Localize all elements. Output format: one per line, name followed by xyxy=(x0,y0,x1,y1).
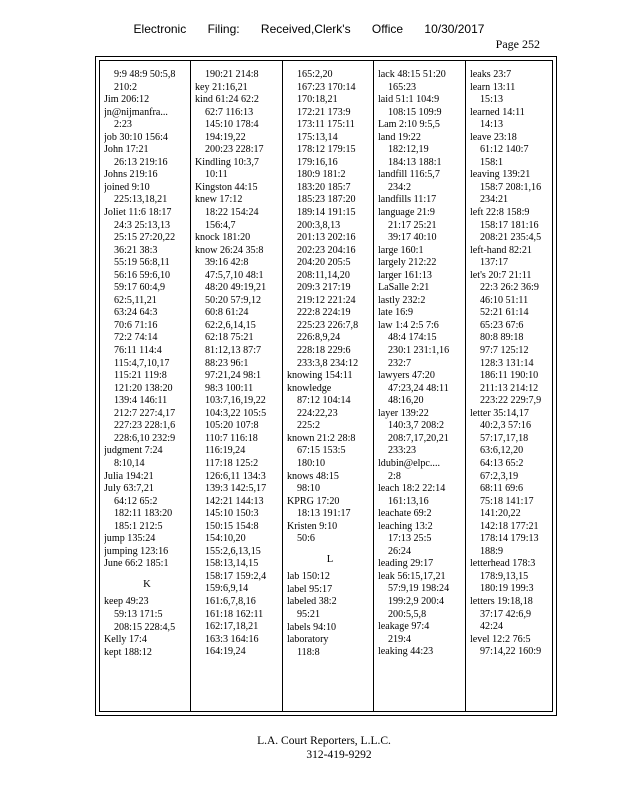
index-entry: 39:17 40:10 xyxy=(388,232,437,244)
index-entry: 110:7 116:18 xyxy=(205,432,258,444)
index-entry: kept 188:12 xyxy=(104,646,152,658)
index-entry: 25:15 27:20,22 xyxy=(114,232,176,244)
index-entry: 117:18 125:2 xyxy=(205,457,259,469)
index-entry: jumping 123:16 xyxy=(104,545,169,557)
index-entry: knowledge xyxy=(287,382,332,394)
index-entry: 81:12,13 87:7 xyxy=(205,345,262,357)
index-entry: 180:10 xyxy=(297,457,326,469)
index-entry: 158:1 xyxy=(480,156,503,168)
index-entry: 115:4,7,10,17 xyxy=(114,357,170,369)
index-entry: 142:21 144:13 xyxy=(205,495,264,507)
index-entry: 64:12 65:2 xyxy=(114,495,158,507)
index-entry: 190:21 214:8 xyxy=(205,69,259,80)
index-column-1 xyxy=(104,69,190,707)
index-entry: 88:23 96:1 xyxy=(205,357,249,369)
index-entry: 128:3 131:14 xyxy=(480,357,534,369)
index-entry: left-hand 82:21 xyxy=(470,244,532,256)
index-entry: 62:5,11,21 xyxy=(114,294,157,306)
index-entry: 150:15 154:8 xyxy=(205,520,259,532)
index-entry: 61:12 140:7 xyxy=(480,144,529,156)
index-entry: 159:6,9,14 xyxy=(205,583,249,595)
index-entry: 225:23 226:7,8 xyxy=(297,319,359,331)
index-entry: 185:1 212:5 xyxy=(114,520,163,532)
index-entry: 39:16 42:8 xyxy=(205,257,249,269)
index-entry: 158:17 181:16 xyxy=(480,219,539,231)
index-entry: late 16:9 xyxy=(378,307,414,319)
index-entry: 48:20 49:19,21 xyxy=(205,282,267,294)
index-entry: 95:21 xyxy=(297,608,320,620)
index-entry: 189:14 191:15 xyxy=(297,207,356,219)
index-entry: 172:21 173:9 xyxy=(297,106,351,118)
index-entry: 118:8 xyxy=(297,646,320,658)
header-received: Received,Clerk's xyxy=(260,22,351,36)
index-entry: 50:6 xyxy=(297,533,315,545)
index-entry: 183:20 185:7 xyxy=(297,181,351,193)
index-entry: joined 9:10 xyxy=(104,181,150,193)
index-entry: 105:20 107:8 xyxy=(205,420,259,432)
index-entry: 155:2,6,13,15 xyxy=(205,545,261,557)
index-entry: kind 61:24 62:2 xyxy=(195,94,259,106)
header-filing: Filing: xyxy=(207,22,240,36)
index-entry: leakage 97:4 xyxy=(378,621,430,633)
index-entry: leaking 44:23 xyxy=(378,646,434,658)
index-entry: jn@nijmanfra... xyxy=(104,106,168,118)
column-divider xyxy=(190,61,191,711)
index-entry: 64:13 65:2 xyxy=(480,457,524,469)
index-entry: leaving 139:21 xyxy=(470,169,531,181)
index-entry: 178:9,13,15 xyxy=(480,570,529,582)
index-entry: 67:15 153:5 xyxy=(297,445,346,457)
index-entry: LaSalle 2:21 xyxy=(378,282,430,294)
index-entry: 22:3 26:2 36:9 xyxy=(480,282,539,294)
index-entry: 158:13,14,15 xyxy=(205,558,259,570)
index-entry: landfills 11:17 xyxy=(378,194,437,206)
index-entry: 2:23 xyxy=(114,119,132,131)
index-entry: level 12:2 76:5 xyxy=(470,633,531,645)
index-entry: June 66:2 185:1 xyxy=(104,558,169,570)
index-entry: 204:20 205:5 xyxy=(297,257,351,269)
index-entry: 208:7,17,20,21 xyxy=(388,432,449,444)
index-entry: knock 181:20 xyxy=(195,232,251,244)
index-entry: 139:4 146:11 xyxy=(114,395,168,407)
index-entry: 199:2,9 200:4 xyxy=(388,595,445,607)
header-date: 10/30/2017 xyxy=(424,22,485,36)
index-entry: left 22:8 158:9 xyxy=(470,207,530,219)
index-entry: 161:18 162:11 xyxy=(205,608,264,620)
index-entry: 37:17 42:6,9 xyxy=(480,608,532,620)
index-entry: 18:22 154:24 xyxy=(205,207,259,219)
index-entry: 234:21 xyxy=(480,194,509,206)
index-entry: 59:13 171:5 xyxy=(114,608,163,620)
index-entry: 76:11 114:4 xyxy=(114,345,162,357)
index-entry: 62:7 116:13 xyxy=(205,106,254,118)
index-entry: 80:8 89:18 xyxy=(480,332,524,344)
index-entry: 170:18,21 xyxy=(297,94,338,106)
index-entry: 68:11 69:6 xyxy=(480,483,524,495)
index-entry: 182:11 183:20 xyxy=(114,508,173,520)
index-entry: 26:24 xyxy=(388,545,411,557)
index-entry: Kindling 10:3,7 xyxy=(195,156,259,168)
index-entry: Kristen 9:10 xyxy=(287,520,338,532)
index-entry: 15:13 xyxy=(480,94,503,106)
column-divider xyxy=(465,61,466,711)
index-entry: 63:6,12,20 xyxy=(480,445,524,457)
index-entry: 179:16,16 xyxy=(297,156,338,168)
index-entry: 228:6,10 232:9 xyxy=(114,432,176,444)
index-entry: 167:23 170:14 xyxy=(297,81,356,93)
footer-phone: 312-419-9292 xyxy=(306,749,372,761)
index-frame xyxy=(95,56,557,716)
index-entry: 10:11 xyxy=(205,169,228,181)
index-entry: 145:10 150:3 xyxy=(205,508,259,520)
index-entry: landfill 116:5,7 xyxy=(378,169,440,181)
index-entry: Joliet 11:6 18:17 xyxy=(104,207,172,219)
index-entry: 200:5,5,8 xyxy=(388,608,427,620)
index-entry: let's 20:7 21:11 xyxy=(470,269,532,281)
index-entry: 233:3,8 234:12 xyxy=(297,357,359,369)
index-entry: John 17:21 xyxy=(104,144,149,156)
index-entry: 115:21 119:8 xyxy=(114,370,167,382)
index-entry: leaching 13:2 xyxy=(378,520,433,532)
index-entry: knowing 154:11 xyxy=(287,370,353,382)
index-entry: lab 150:12 xyxy=(287,571,330,583)
index-entry: 40:2,3 57:16 xyxy=(480,420,532,432)
index-letter-heading: L xyxy=(326,553,334,565)
column-divider xyxy=(373,61,374,711)
index-entry: 103:7,16,19,22 xyxy=(205,395,266,407)
index-entry: 60:8 61:24 xyxy=(205,307,249,319)
index-entry: letter 35:14,17 xyxy=(470,407,529,419)
index-entry: 224:22,23 xyxy=(297,407,338,419)
index-entry: Lam 2:10 9:5,5 xyxy=(378,119,440,131)
index-entry: 72:2 74:14 xyxy=(114,332,158,344)
index-entry: 42:24 xyxy=(480,621,503,633)
index-entry: 200:3,8,13 xyxy=(297,219,341,231)
index-entry: 163:3 164:16 xyxy=(205,633,259,645)
index-entry: 162:17,18,21 xyxy=(205,621,259,633)
index-entry: key 21:16,21 xyxy=(195,81,248,93)
index-entry: 185:23 187:20 xyxy=(297,194,356,206)
index-entry: 223:22 229:7,9 xyxy=(480,395,542,407)
index-entry: layer 139:22 xyxy=(378,407,429,419)
header-source: Electronic xyxy=(133,22,187,36)
index-entry: 98:3 100:11 xyxy=(205,382,254,394)
index-entry: 87:12 104:14 xyxy=(297,395,351,407)
index-entry: 202:23 204:16 xyxy=(297,244,356,256)
index-entry: labels 94:10 xyxy=(287,621,337,633)
index-entry: Jim 206:12 xyxy=(104,94,150,106)
index-column-3 xyxy=(287,69,373,707)
index-entry: 161:6,7,8,16 xyxy=(205,595,256,607)
index-entry: larger 161:13 xyxy=(378,269,432,281)
index-entry: 46:10 51:11 xyxy=(480,294,529,306)
index-entry: 9:9 48:9 50:5,8 xyxy=(114,69,176,80)
index-entry: 175:13,14 xyxy=(297,131,338,143)
index-entry: lawyers 47:20 xyxy=(378,370,435,382)
index-entry: letterhead 178:3 xyxy=(470,558,536,570)
index-entry: label 95:17 xyxy=(287,583,333,595)
index-entry: 141:20,22 xyxy=(480,508,521,520)
index-entry: 208:15 228:4,5 xyxy=(114,621,176,633)
index-entry: 165:23 xyxy=(388,81,417,93)
index-column-2 xyxy=(195,69,281,707)
index-entry: 180:19 199:3 xyxy=(480,583,534,595)
index-entry: 158:7 208:1,16 xyxy=(480,181,542,193)
index-entry: 126:6,11 134:3 xyxy=(205,470,266,482)
index-entry: leach 18:2 22:14 xyxy=(378,483,446,495)
index-entry: 156:4,7 xyxy=(205,219,236,231)
index-entry: 180:9 181:2 xyxy=(297,169,346,181)
index-entry: 47:23,24 48:11 xyxy=(388,382,449,394)
page-number: Page 252 xyxy=(495,37,540,51)
index-entry: 63:24 64:3 xyxy=(114,307,158,319)
index-entry: 75:18 141:17 xyxy=(480,495,534,507)
index-entry: 225:2 xyxy=(297,420,320,432)
index-entry: 47:5,7,10 48:1 xyxy=(205,269,264,281)
index-entry: 52:21 61:14 xyxy=(480,307,529,319)
index-entry: large 160:1 xyxy=(378,244,424,256)
index-entry: 188:9 xyxy=(480,545,503,557)
index-entry: 233:23 xyxy=(388,445,417,457)
index-entry: 140:3,7 208:2 xyxy=(388,420,445,432)
index-entry: 161:13,16 xyxy=(388,495,429,507)
index-entry: 57:17,17,18 xyxy=(480,432,529,444)
index-entry: 57:9,19 198:24 xyxy=(388,583,450,595)
footer-company: L.A. Court Reporters, L.L.C. xyxy=(257,735,391,747)
index-entry: 62:2,6,14,15 xyxy=(205,319,256,331)
index-entry: 139:3 142:5,17 xyxy=(205,483,267,495)
index-entry: 14:13 xyxy=(480,119,503,131)
index-entry: 48:4 174:15 xyxy=(388,332,437,344)
index-entry: 50:20 57:9,12 xyxy=(205,294,262,306)
index-entry: 8:10,14 xyxy=(114,457,145,469)
index-entry: 36:21 38:3 xyxy=(114,244,158,256)
index-entry: ldubin@elpc.... xyxy=(378,457,440,469)
index-entry: labeled 38:2 xyxy=(287,596,337,608)
index-entry: leading 29:17 xyxy=(378,558,434,570)
index-entry: 104:3,22 105:5 xyxy=(205,407,267,419)
index-entry: language 21:9 xyxy=(378,207,435,219)
index-entry: 209:3 217:19 xyxy=(297,282,351,294)
column-divider xyxy=(282,61,283,711)
header-office: Office xyxy=(371,22,404,36)
index-entry: law 1:4 2:5 7:6 xyxy=(378,319,439,331)
index-entry: 97:21,24 98:1 xyxy=(205,370,262,382)
index-letter-heading: K xyxy=(143,578,151,590)
index-entry: KPRG 17:20 xyxy=(287,495,340,507)
index-entry: laboratory xyxy=(287,634,329,646)
index-entry: 165:2,20 xyxy=(297,69,333,80)
index-entry: lack 48:15 51:20 xyxy=(378,69,446,80)
index-entry: 210:2 xyxy=(114,81,137,93)
index-entry: 173:11 175:11 xyxy=(297,119,355,131)
index-entry: leave 23:18 xyxy=(470,131,517,143)
index-entry: 219:4 xyxy=(388,633,411,645)
index-column-4 xyxy=(378,69,464,707)
index-entry: 178:14 179:13 xyxy=(480,533,539,545)
index-entry: 228:18 229:6 xyxy=(297,345,351,357)
index-entry: leak 56:15,17,21 xyxy=(378,570,446,582)
index-entry: 56:16 59:6,10 xyxy=(114,269,171,281)
index-entry: 178:12 179:15 xyxy=(297,144,356,156)
index-entry: Kelly 17:4 xyxy=(104,634,147,646)
footer xyxy=(0,734,618,762)
index-entry: learn 13:11 xyxy=(470,81,516,93)
index-entry: 142:18 177:21 xyxy=(480,520,539,532)
index-entry: largely 212:22 xyxy=(378,257,437,269)
index-entry: 121:20 138:20 xyxy=(114,382,173,394)
index-entry: known 21:2 28:8 xyxy=(287,432,356,444)
index-entry: Johns 219:16 xyxy=(104,169,158,181)
index-entry: 227:23 228:1,6 xyxy=(114,420,176,432)
index-entry: 17:13 25:5 xyxy=(388,533,432,545)
index-entry: 194:19,22 xyxy=(205,131,246,143)
index-entry: 164:19,24 xyxy=(205,646,246,658)
index-entry: 70:6 71:16 xyxy=(114,319,158,331)
index-entry: 65:23 67:6 xyxy=(480,319,524,331)
index-entry: 219:12 221:24 xyxy=(297,294,356,306)
index-entry: 211:13 214:12 xyxy=(480,382,539,394)
index-frame-inner xyxy=(99,60,553,712)
index-entry: 55:19 56:8,11 xyxy=(114,257,170,269)
index-entry: 201:13 202:16 xyxy=(297,232,356,244)
index-entry: 67:2,3,19 xyxy=(480,470,519,482)
index-entry: 108:15 109:9 xyxy=(388,106,442,118)
index-entry: judgment 7:24 xyxy=(104,445,163,457)
index-entry: Kingston 44:15 xyxy=(195,181,258,193)
index-entry: 48:16,20 xyxy=(388,395,424,407)
index-entry: 212:7 227:4,17 xyxy=(114,407,176,419)
index-entry: lastly 232:2 xyxy=(378,294,426,306)
index-entry: 158:17 159:2,4 xyxy=(205,570,267,582)
index-entry: 24:3 25:13,13 xyxy=(114,219,171,231)
index-entry: 137:17 xyxy=(480,257,509,269)
index-entry: knew 17:12 xyxy=(195,194,243,206)
index-entry: letters 19:18,18 xyxy=(470,595,533,607)
index-entry: Julia 194:21 xyxy=(104,470,154,482)
index-entry: July 63:7,21 xyxy=(104,483,154,495)
index-entry: 18:13 191:17 xyxy=(297,508,351,520)
index-entry: 2:8 xyxy=(388,470,401,482)
index-entry: keep 49:23 xyxy=(104,596,149,608)
index-entry: job 30:10 156:4 xyxy=(104,131,168,143)
index-entry: knows 48:15 xyxy=(287,470,339,482)
index-entry: 182:12,19 xyxy=(388,144,429,156)
index-entry: 154:10,20 xyxy=(205,533,246,545)
filing-header xyxy=(0,22,618,36)
index-entry: leachate 69:2 xyxy=(378,508,432,520)
index-entry: 208:21 235:4,5 xyxy=(480,232,542,244)
index-entry: 230:1 231:1,16 xyxy=(388,345,450,357)
index-entry: 208:11,14,20 xyxy=(297,269,350,281)
index-entry: laid 51:1 104:9 xyxy=(378,94,440,106)
index-entry: 186:11 190:10 xyxy=(480,370,539,382)
index-entry: 232:7 xyxy=(388,357,411,369)
index-entry: 26:13 219:16 xyxy=(114,156,168,168)
index-entry: leaks 23:7 xyxy=(470,69,512,80)
index-entry: 200:23 228:17 xyxy=(205,144,264,156)
index-entry: 62:18 75:21 xyxy=(205,332,254,344)
index-entry: 116:19,24 xyxy=(205,445,246,457)
index-entry: 21:17 25:21 xyxy=(388,219,437,231)
index-entry: 234:2 xyxy=(388,181,411,193)
index-entry: 222:8 224:19 xyxy=(297,307,351,319)
index-entry: 225:13,18,21 xyxy=(114,194,168,206)
index-entry: 98:10 xyxy=(297,483,320,495)
index-entry: know 26:24 35:8 xyxy=(195,244,264,256)
index-entry: 226:8,9,24 xyxy=(297,332,341,344)
index-entry: 59:17 60:4,9 xyxy=(114,282,166,294)
index-entry: 97:14,22 160:9 xyxy=(480,646,542,658)
index-entry: land 19:22 xyxy=(378,131,421,143)
index-entry: 97:7 125:12 xyxy=(480,345,529,357)
index-entry: learned 14:11 xyxy=(470,106,525,118)
index-entry: jump 135:24 xyxy=(104,533,156,545)
index-column-5 xyxy=(470,69,554,707)
index-entry: 184:13 188:1 xyxy=(388,156,442,168)
index-entry: 145:10 178:4 xyxy=(205,119,259,131)
